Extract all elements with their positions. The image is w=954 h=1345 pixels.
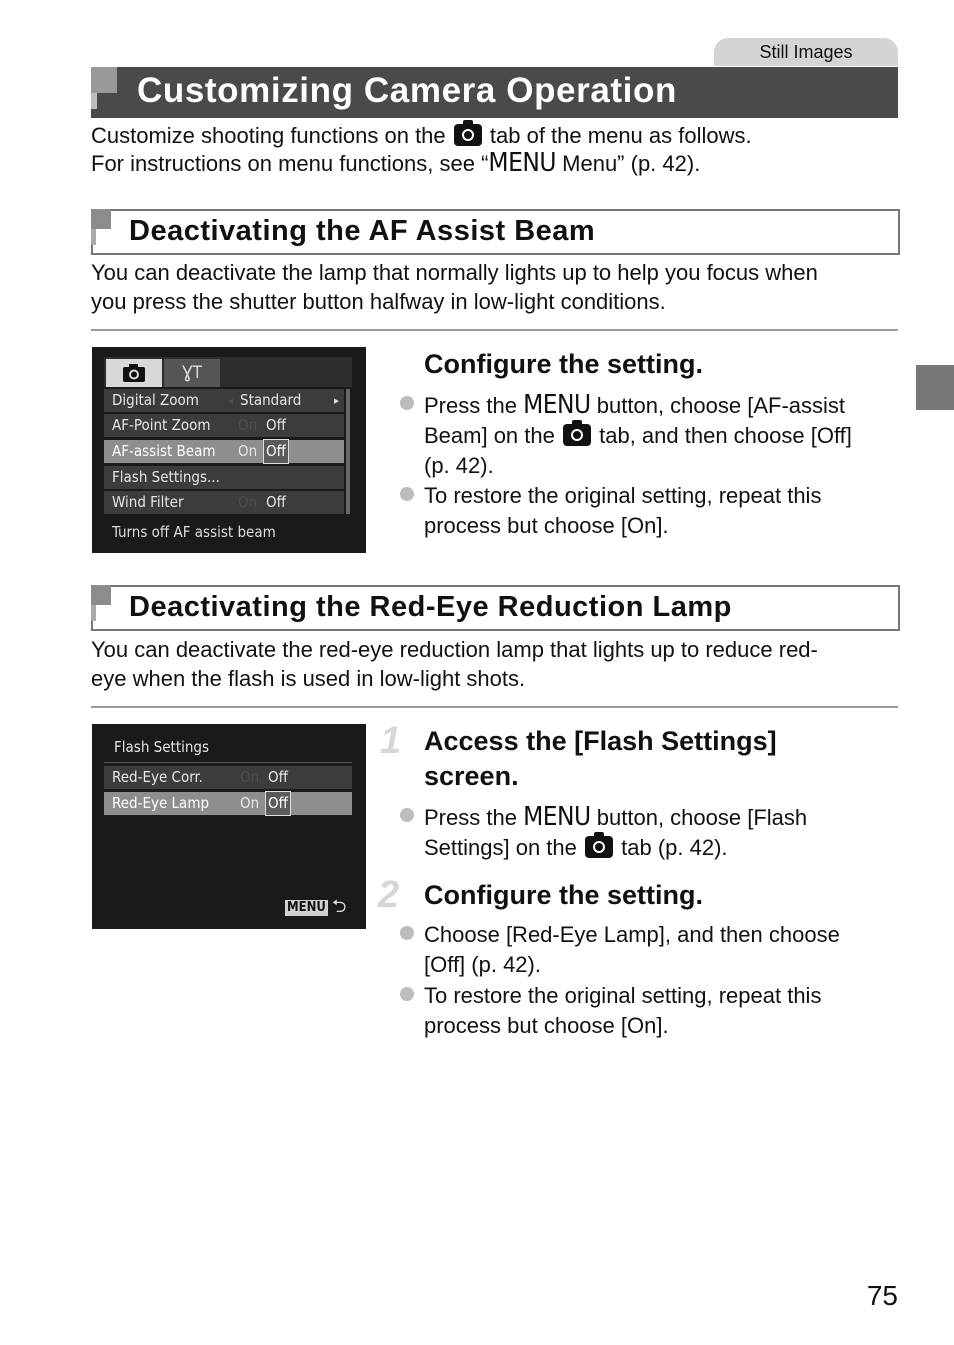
bullet-dot xyxy=(400,808,414,822)
redeye-step-1-bullet: Press the MENU button, choose [Flash Settings] on the tab (p. 42). xyxy=(424,802,808,860)
section-heading-af-assist: Deactivating the AF Assist Beam xyxy=(91,209,900,255)
step-number-2: 2 xyxy=(378,874,400,916)
page-title: Customizing Camera Operation xyxy=(137,71,677,110)
camera-icon xyxy=(454,124,482,146)
menu-button-icon: MENU xyxy=(287,900,326,915)
menu-icon: MENU xyxy=(488,148,557,178)
page-number: 75 xyxy=(866,1280,898,1311)
af-step-title: Configure the setting. xyxy=(424,349,703,379)
redeye-step-2-bullet-1: Choose [Red-Eye Lamp], and then choose [Off] (p. 42). xyxy=(424,922,840,977)
lcd-row-digital-zoom: Digital Zoom ◂ Standard ▸ xyxy=(104,389,344,412)
af-bullet-1: Press the MENU button, choose [AF-assist Beam] on the tab, and then choose [Off] (p. 42). xyxy=(424,390,852,478)
right-arrow-icon: ▸ xyxy=(334,394,339,407)
step-number-1: 1 xyxy=(380,720,402,762)
lcd-scrollbar xyxy=(346,389,350,514)
af-description-line-2: you press the shutter button halfway in low-light conditions. xyxy=(91,289,666,314)
divider xyxy=(91,329,898,331)
camera-screen-flash-settings xyxy=(92,724,366,929)
intro-line-1: Customize shooting functions on the tab of the menu as follows. xyxy=(91,123,752,148)
bullet-dot xyxy=(400,926,414,940)
lcd-row-af-assist-beam: AF-assist Beam On Off xyxy=(104,440,344,463)
redeye-step-2-title: Configure the setting. xyxy=(424,880,703,910)
page-title-bar xyxy=(91,67,898,118)
camera-icon xyxy=(585,836,613,858)
section-heading-red-eye: Deactivating the Red-Eye Reduction Lamp xyxy=(91,585,900,631)
lcd-hint: Turns off AF assist beam xyxy=(112,523,276,541)
redeye-description-line-1: You can deactivate the red-eye reduction lamp that lights up to reduce red- xyxy=(91,637,818,662)
settings-tab: ƔT xyxy=(164,359,220,387)
menu-icon: MENU xyxy=(523,802,591,832)
camera-icon xyxy=(106,359,162,387)
lcd-row-flash-settings: Flash Settings... xyxy=(104,466,344,489)
af-bullet-2: To restore the original setting, repeat this process but choose [On]. xyxy=(424,483,822,538)
bullet-dot xyxy=(400,396,414,410)
shooting-tab xyxy=(106,359,162,387)
chapter-side-tab xyxy=(916,365,954,410)
camera-screen-af-menu xyxy=(92,347,366,553)
menu-tab-bar xyxy=(104,357,352,387)
bullet-dot xyxy=(400,487,414,501)
still-images-tab: Still Images xyxy=(714,38,898,66)
af-description-line-1: You can deactivate the lamp that normally lights up to help you focus when xyxy=(91,260,818,285)
back-arrow-icon: ⮌ xyxy=(332,896,347,917)
lcd-screen-title: Flash Settings xyxy=(114,738,210,756)
left-arrow-icon: ◂ xyxy=(228,394,233,407)
divider xyxy=(91,706,898,708)
bullet-dot xyxy=(400,987,414,1001)
lcd-row-red-eye-corr: Red-Eye Corr. On Off xyxy=(104,766,352,789)
camera-icon xyxy=(563,424,591,446)
redeye-step-1-title: Access the [Flash Settings] screen. xyxy=(424,726,777,791)
redeye-step-2-bullet-2: To restore the original setting, repeat this process but choose [On]. xyxy=(424,983,822,1038)
lcd-row-red-eye-lamp: Red-Eye Lamp On Off xyxy=(104,792,352,815)
lcd-row-af-point-zoom: AF-Point Zoom On Off xyxy=(104,414,344,437)
redeye-description-line-2: eye when the flash is used in low-light shots. xyxy=(91,666,526,691)
intro-line-2: For instructions on menu functions, see “MENU Menu” (p. 42). xyxy=(91,148,701,178)
lcd-row-wind-filter: Wind Filter On Off xyxy=(104,491,344,514)
menu-icon: MENU xyxy=(523,390,591,420)
